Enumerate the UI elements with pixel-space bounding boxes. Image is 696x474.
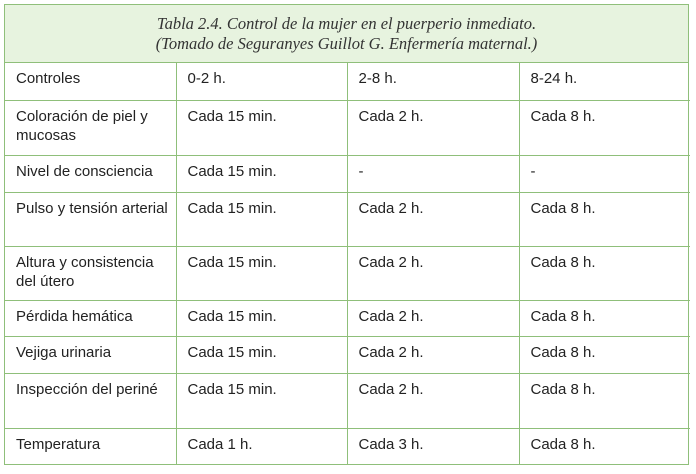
- cell-0-2h: Cada 15 min.: [176, 336, 347, 373]
- table-row: [5, 192, 690, 246]
- data-table: [5, 63, 690, 464]
- cell-0-2h: Cada 15 min.: [176, 155, 347, 192]
- table-row: [5, 246, 690, 300]
- cell-0-2h: Cada 15 min.: [176, 373, 347, 428]
- table-row: [5, 155, 690, 192]
- cell-2-8h: Cada 2 h.: [347, 192, 519, 246]
- row-label: Nivel de consciencia: [5, 155, 176, 192]
- header-row: [5, 63, 690, 100]
- row-label: Pérdida hemática: [5, 300, 176, 336]
- row-label: Coloración de piel y mucosas: [5, 100, 176, 155]
- cell-8-24h: Cada 8 h.: [519, 428, 690, 464]
- cell-0-2h: Cada 15 min.: [176, 246, 347, 300]
- row-label: Pulso y tensión arterial: [5, 192, 176, 246]
- table-row: [5, 373, 690, 428]
- cell-2-8h: Cada 2 h.: [347, 373, 519, 428]
- control-table: [4, 4, 689, 465]
- table-caption: [5, 5, 688, 63]
- table-row: [5, 428, 690, 464]
- cell-2-8h: Cada 2 h.: [347, 246, 519, 300]
- cell-8-24h: Cada 8 h.: [519, 300, 690, 336]
- cell-8-24h: -: [519, 155, 690, 192]
- header-cell-2-8h: 2-8 h.: [347, 63, 519, 100]
- caption-title: Tabla 2.4. Control de la mujer en el puerperio inmediato.: [156, 14, 537, 33]
- cell-2-8h: Cada 3 h.: [347, 428, 519, 464]
- cell-2-8h: Cada 2 h.: [347, 100, 519, 155]
- cell-8-24h: Cada 8 h.: [519, 100, 690, 155]
- cell-0-2h: Cada 1 h.: [176, 428, 347, 464]
- caption-source: (Tomado de Seguranyes Guillot G. Enfermería maternal.): [155, 34, 538, 53]
- table-row: [5, 336, 690, 373]
- cell-8-24h: Cada 8 h.: [519, 192, 690, 246]
- table-row: [5, 100, 690, 155]
- table-row: [5, 300, 690, 336]
- cell-8-24h: Cada 8 h.: [519, 246, 690, 300]
- cell-0-2h: Cada 15 min.: [176, 300, 347, 336]
- cell-2-8h: Cada 2 h.: [347, 336, 519, 373]
- header-cell-controles: Controles: [5, 63, 176, 100]
- row-label: Temperatura: [5, 428, 176, 464]
- cell-2-8h: Cada 2 h.: [347, 300, 519, 336]
- row-label: Altura y consistencia del útero: [5, 246, 176, 300]
- cell-8-24h: Cada 8 h.: [519, 373, 690, 428]
- row-label: Inspección del periné: [5, 373, 176, 428]
- cell-0-2h: Cada 15 min.: [176, 100, 347, 155]
- cell-8-24h: Cada 8 h.: [519, 336, 690, 373]
- cell-2-8h: -: [347, 155, 519, 192]
- header-cell-8-24h: 8-24 h.: [519, 63, 690, 100]
- cell-0-2h: Cada 15 min.: [176, 192, 347, 246]
- row-label: Vejiga urinaria: [5, 336, 176, 373]
- header-cell-0-2h: 0-2 h.: [176, 63, 347, 100]
